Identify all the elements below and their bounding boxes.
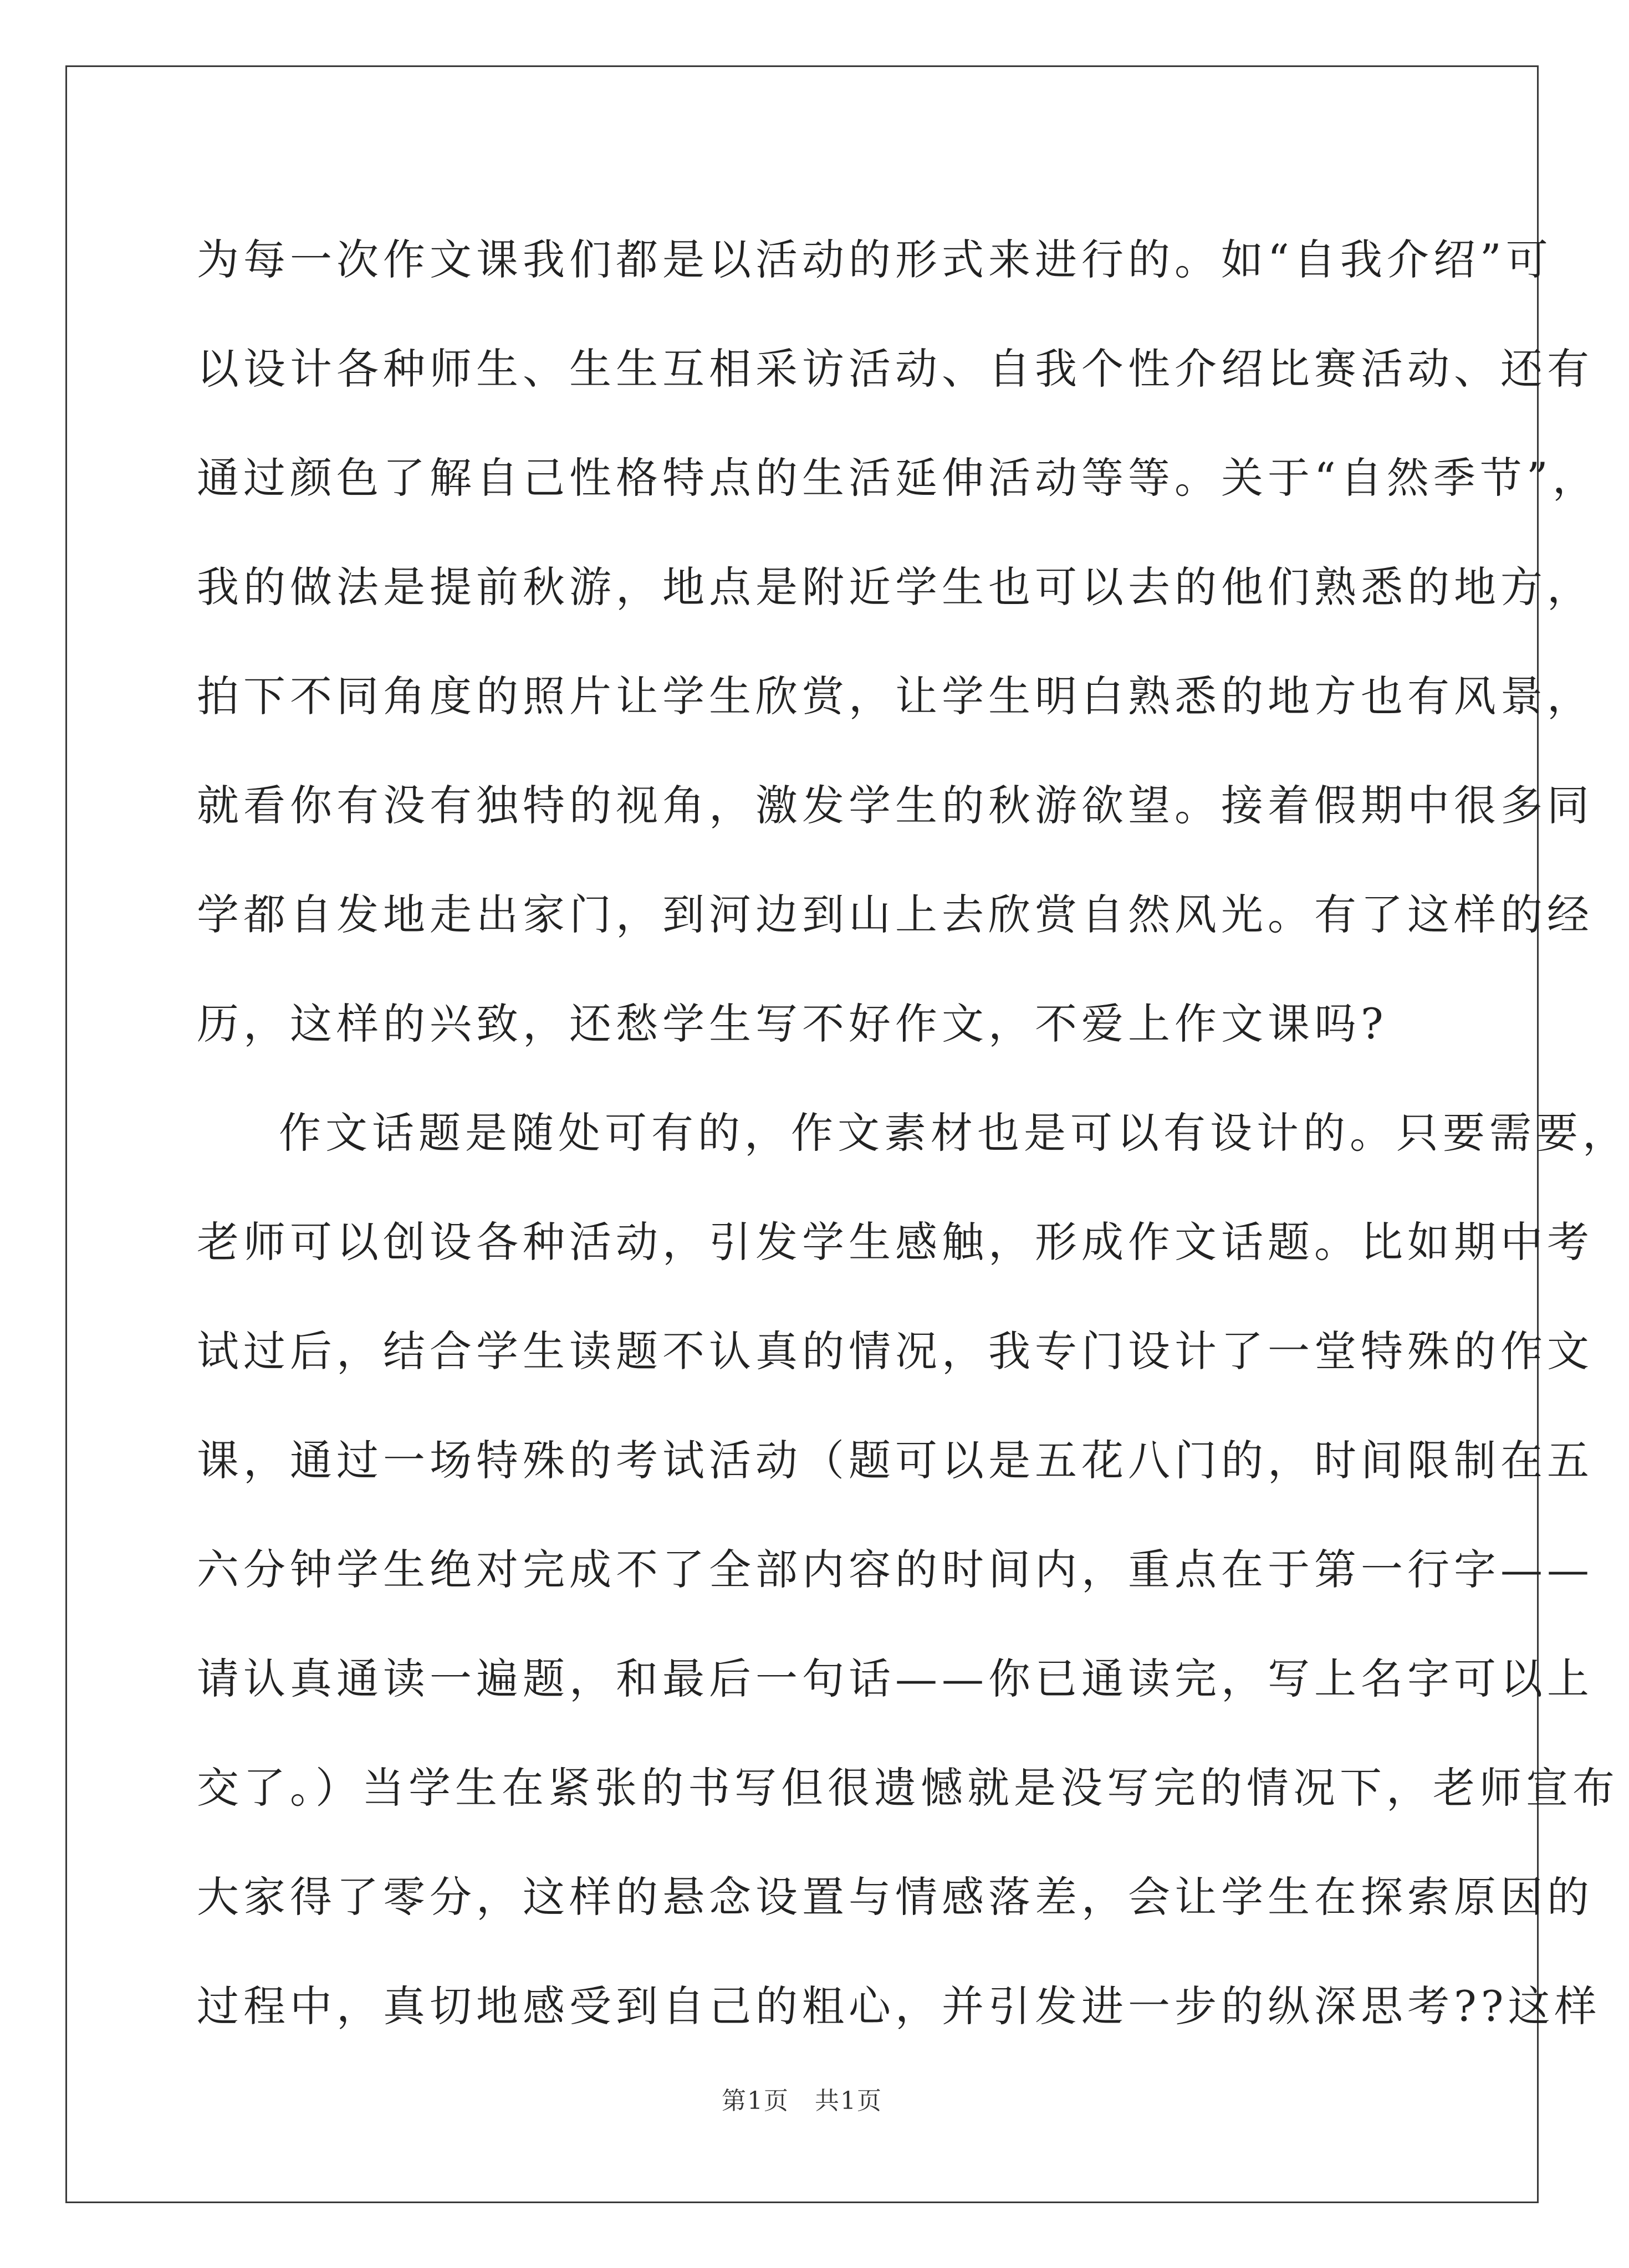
text-line: 交了。）当学生在紧张的书写但很遗憾就是没写完的情况下，老师宣布 [197, 1763, 1619, 1813]
text-line: 请认真通读一遍题，和最后一句话——你已通读完，写上名字可以上 [197, 1654, 1594, 1703]
text-line: 试过后，结合学生读题不认真的情况，我专门设计了一堂特殊的作文 [197, 1327, 1594, 1376]
text-line: 我的做法是提前秋游，地点是附近学生也可以去的他们熟悉的地方， [197, 562, 1594, 612]
paragraph-first-line: 作文话题是随处可有的，作文素材也是可以有设计的。只要需要， [279, 1108, 1629, 1158]
text-line: 以设计各种师生、生生互相采访活动、自我个性介绍比赛活动、还有 [197, 344, 1594, 393]
text-line: 拍下不同角度的照片让学生欣赏，让学生明白熟悉的地方也有风景， [197, 672, 1594, 721]
text-line: 就看你有没有独特的视角，激发学生的秋游欲望。接着假期中很多同 [197, 781, 1594, 830]
text-line: 大家得了零分，这样的悬念设置与情感落差，会让学生在探索原因的 [197, 1872, 1594, 1922]
text-line: 过程中，真切地感受到自己的粗心，并引发进一步的纵深思考??这样 [197, 1982, 1601, 2031]
text-line: 通过颜色了解自己性格特点的生活延伸活动等等。关于“自然季节”， [197, 453, 1599, 503]
text-line: 学都自发地走出家门，到河边到山上去欣赏自然风光。有了这样的经 [197, 890, 1594, 939]
document-body [197, 205, 1629, 2061]
text-line: 为每一次作文课我们都是以活动的形式来进行的。如“自我介绍”可 [197, 235, 1553, 284]
text-line: 六分钟学生绝对完成不了全部内容的时间内，重点在于第一行字—— [197, 1545, 1594, 1594]
text-line: 历，这样的兴致，还愁学生写不好作文，不爱上作文课吗? [197, 999, 1388, 1048]
text-line: 老师可以创设各种活动，引发学生感触，形成作文话题。比如期中考 [197, 1217, 1594, 1267]
page-number-footer: 第1页 共1页 [722, 2087, 882, 2115]
text-line: 课，通过一场特殊的考试活动（题可以是五花八门的，时间限制在五 [197, 1436, 1594, 1485]
